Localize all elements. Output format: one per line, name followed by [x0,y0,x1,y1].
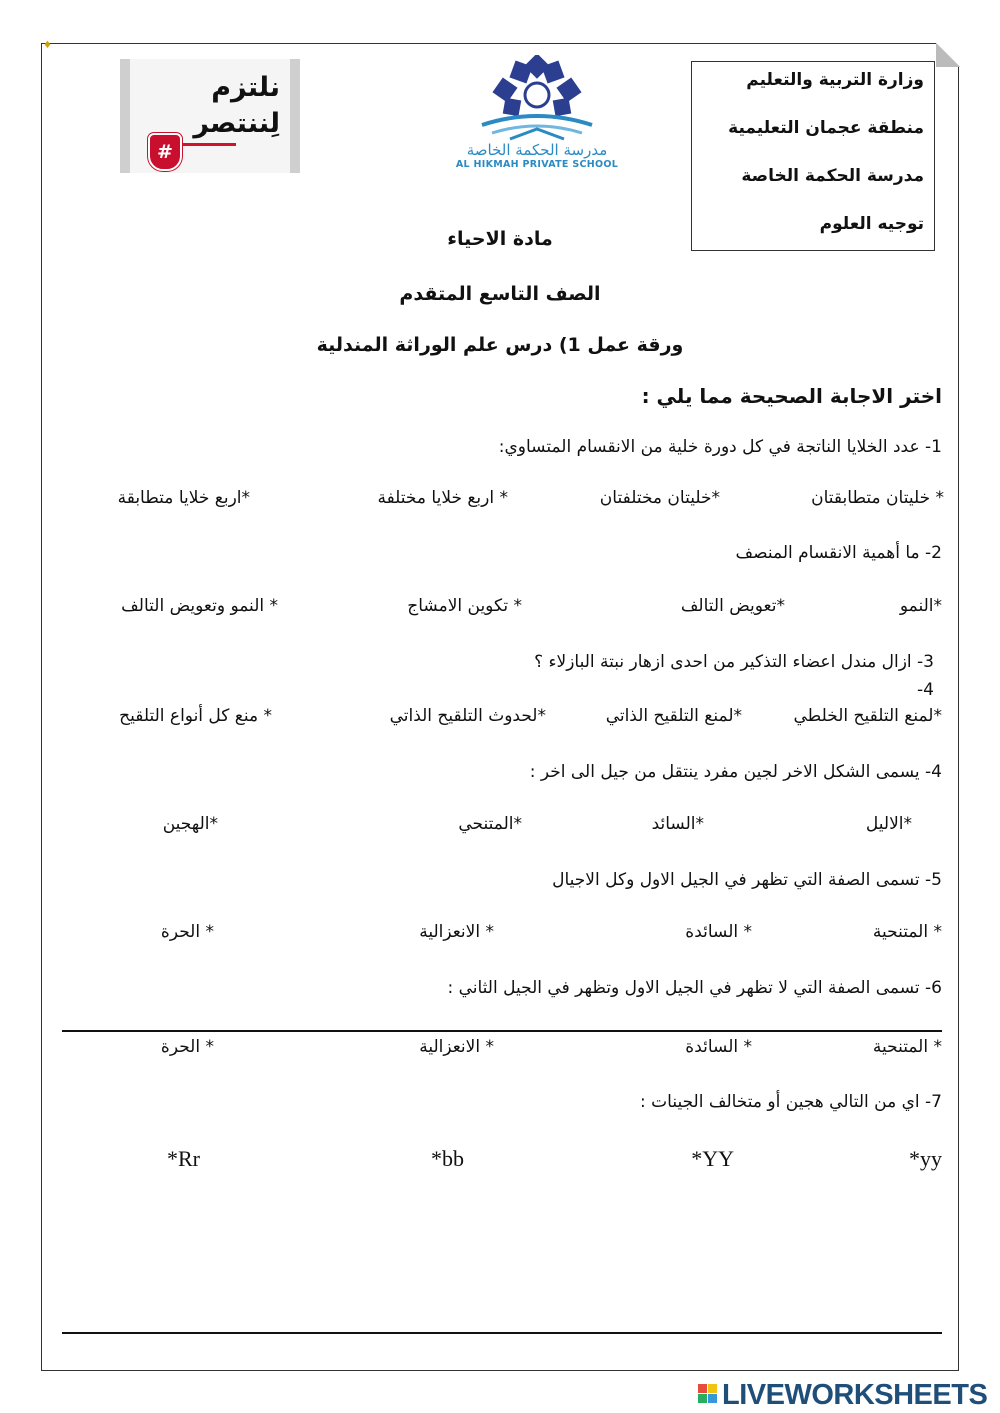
q5-option-2[interactable]: * السائدة [685,922,752,942]
question-6-text: 6- تسمى الصفة التي لا تظهر في الجيل الاول وتظهر في الجيل الثاني : [447,978,942,998]
q7-option-1[interactable]: yy* [909,1146,942,1171]
logo-square-red-icon [698,1384,707,1393]
q5-option-1[interactable]: * المتنحية [872,922,942,942]
q1-option-1[interactable]: * خليتان متطابقتان [811,488,944,508]
logo-arabic-name: مدرسة الحكمة الخاصة [466,141,608,159]
q2-option-2[interactable]: *تعويض التالف [680,596,785,616]
header-line-ministry: وزارة التربية والتعليم [746,70,924,90]
q4-option-1[interactable]: *الاليل [865,814,912,834]
grade-title: الصف التاسع المتقدم [399,283,601,305]
q3-option-3[interactable]: *لحدوث التلقيح الذاتي [389,706,546,726]
badge-underline [178,143,236,146]
logo-square-yellow-icon [708,1384,717,1393]
liveworksheets-wordmark[interactable]: LIVEWORKSHEETS [722,1379,988,1411]
q6-option-4[interactable]: * الحرة [160,1037,214,1057]
header-line-school: مدرسة الحكمة الخاصة [741,166,924,186]
q7-option-2[interactable]: YY* [691,1146,734,1171]
worksheet-title: ورقة عمل 1) درس علم الوراثة المندلية [316,334,684,356]
q5-option-4[interactable]: * الحرة [160,922,214,942]
q4-option-4[interactable]: *الهجين [162,814,218,834]
instruction-text: اختر الاجابة الصحيحة مما يلي : [641,384,942,408]
q1-option-3[interactable]: * اربع خلايا مختلفة [377,488,508,508]
q7-option-4[interactable]: Rr* [167,1146,200,1171]
question-4-text: 4- يسمى الشكل الاخر لجين مفرد ينتقل من جيل الى اخر : [529,762,942,782]
question-3-extra: 4- [917,680,934,700]
school-logo [452,55,622,175]
bottom-rule-line [62,1332,942,1334]
q4-option-2[interactable]: *السائد [651,814,704,834]
subject-title: مادة الاحياء [447,228,553,250]
q2-option-3[interactable]: * تكوين الامشاج [407,596,522,616]
q3-option-2[interactable]: *لمنع التلقيح الذاتي [605,706,742,726]
q4-option-3[interactable]: *المتنحي [458,814,522,834]
q7-option-3[interactable]: bb* [431,1146,464,1171]
q6-option-1[interactable]: * المتنحية [872,1037,942,1057]
q1-option-4[interactable]: *اربع خلايا متطابقة [117,488,250,508]
logo-english-name: AL HIKMAH PRIVATE SCHOOL [455,159,619,170]
logo-square-green-icon [698,1394,707,1403]
badge-line1: نلتزم [211,72,280,103]
hashtag-shield-icon: # [148,133,182,171]
logo-square-blue-icon [708,1394,717,1403]
q6-option-3[interactable]: * الانعزالية [419,1037,494,1057]
badge-right-bar [290,59,300,173]
page-fold-corner [936,43,960,67]
q3-option-4[interactable]: * منع كل أنواع التلقيح [119,706,272,726]
question-1-text: 1- عدد الخلايا الناتجة في كل دورة خلية من الانقسام المتساوي: [498,437,942,457]
pin-icon: ♦ [43,40,52,51]
commitment-badge [120,59,300,173]
q2-option-1[interactable]: *النمو [899,596,942,616]
liveworksheets-logo [698,1378,998,1412]
header-line-region: منطقة عجمان التعليمية [728,118,924,138]
q2-option-4[interactable]: * النمو وتعويض التالف [121,596,278,616]
separator-line [62,1030,942,1032]
badge-left-bar [120,59,130,173]
q3-option-1[interactable]: *لمنع التلقيح الخلطي [793,706,942,726]
question-5-text: 5- تسمى الصفة التي تظهر في الجيل الاول وكل الاجيال [552,870,942,890]
q1-option-2[interactable]: *خليتان مختلفتان [599,488,720,508]
q5-option-3[interactable]: * الانعزالية [419,922,494,942]
school-emblem-icon [452,55,622,145]
q6-option-2[interactable]: * السائدة [685,1037,752,1057]
question-7-text: 7- اي من التالي هجين أو متخالف الجينات : [640,1092,942,1112]
header-line-department: توجيه العلوم [819,214,924,234]
question-3-text: 3- ازال مندل اعضاء التذكير من احدى ازهار نبتة البازلاء ؟ [534,652,934,672]
badge-line2: لِننتصر [193,108,280,139]
question-2-text: 2- ما أهمية الانقسام المنصف [735,543,942,563]
